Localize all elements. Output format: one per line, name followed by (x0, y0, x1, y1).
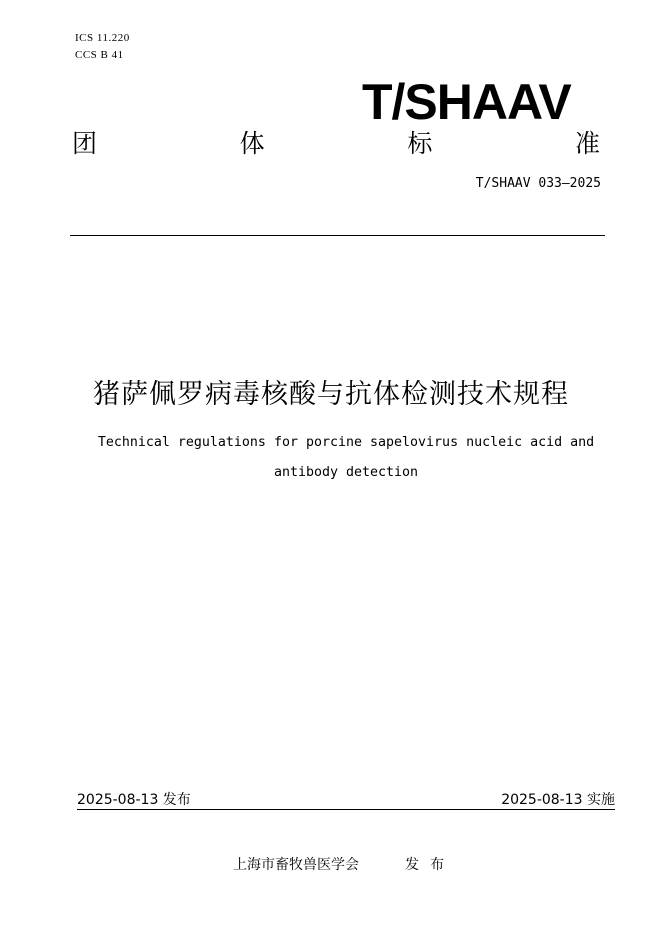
standard-type-char: 体 (239, 129, 265, 158)
publish-date: 2025-08-13 发布 (77, 792, 191, 808)
standard-type-char: 团 (72, 129, 98, 158)
ics-code: ICS 11.220 (75, 32, 130, 44)
implement-date: 2025-08-13 实施 (501, 792, 615, 808)
standard-type-char: 准 (574, 129, 600, 158)
standard-type-char: 标 (407, 129, 433, 158)
document-title-english: Technical regulations for porcine sapelovirus nucleic acid and antibody detection (97, 435, 595, 480)
document-title-chinese: 猪萨佩罗病毒核酸与抗体检测技术规程 (93, 379, 569, 410)
standard-type-heading (72, 128, 600, 160)
header-divider (70, 235, 605, 236)
publisher-name: 上海市畜牧兽医学会 (233, 857, 359, 873)
standard-number: T/SHAAV 033—2025 (475, 176, 601, 191)
ccs-code: CCS B 41 (75, 49, 124, 61)
standard-brand: T/SHAAV (362, 74, 571, 130)
publish-label: 发布 (405, 857, 455, 873)
footer-divider (77, 809, 615, 810)
